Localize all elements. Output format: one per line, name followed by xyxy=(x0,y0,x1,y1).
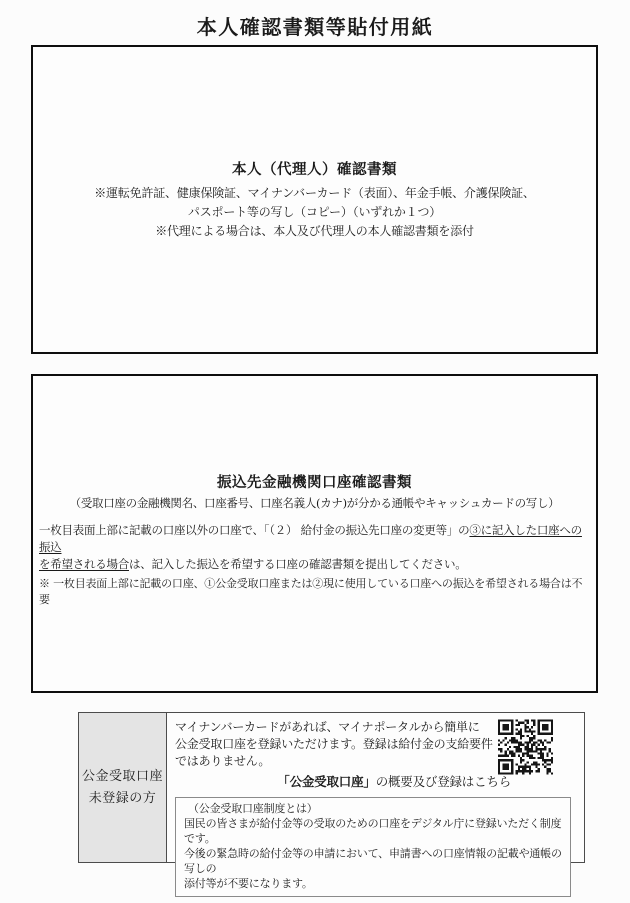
identity-box-heading: 本人（代理人）確認書類 xyxy=(232,161,397,178)
identity-box-notes xyxy=(94,184,534,241)
underlined-text: ③に記入した口座への振込 xyxy=(39,522,582,554)
row-label-line: 公金受取口座 xyxy=(81,768,163,784)
bank-instruction-line2: を希望される場合は、記入した振込を希望する口座の確認書類を提出してください。 xyxy=(39,556,467,571)
page-title: 本人確認書類等貼付用紙 xyxy=(196,15,434,39)
registration-link-line: 「公金受取口座」の概要及び登録はこちら xyxy=(277,774,511,789)
row-label-line: 未登録の方 xyxy=(88,790,157,806)
registration-info-cell xyxy=(167,713,584,890)
bank-box-note: ※ 一枚目表面上部に記載の口座、①公金受取口座または②現に使用している口座への振込を希望される場合は不要 xyxy=(39,576,583,606)
bank-box-heading: 振込先金融機関口座確認書類 xyxy=(217,473,412,491)
bank-box-subheading: （受取口座の金融機関名、口座番号、口座名義人(カナ)が分かる通帳やキャッシュカードの写し） xyxy=(69,495,560,510)
registration-info-line: マイナンバーカードがあれば、マイナポータルから簡単に xyxy=(175,720,480,734)
registration-info-line: 公金受取口座を登録いただけます。登録は給付金の支給要件 xyxy=(175,737,493,751)
identity-note-line: パスポート等の写し（コピー）（いずれか１つ） xyxy=(187,205,442,219)
qr-code-icon xyxy=(498,719,553,775)
underlined-text: を希望される場合 xyxy=(39,556,129,571)
public-funds-account-table xyxy=(78,712,585,890)
identity-note-line: ※代理による場合は、本人及び代理人の本人確認書類を添付 xyxy=(155,224,474,238)
about-system-box xyxy=(175,797,571,897)
registration-info-line: ではありません。 xyxy=(175,754,271,768)
bank-account-documents-paste-box xyxy=(31,374,598,693)
identity-note-line: ※運転免許証、健康保険証、マイナンバーカード（表面）、年金手帳、介護保険証、 xyxy=(94,186,535,200)
about-box-title: （公金受取口座制度とは） xyxy=(188,802,318,815)
about-box-line: 国民の皆さまが給付金等の受取のための口座をデジタル庁に登録いただく制度です。 xyxy=(184,817,562,845)
row-label-unregistered xyxy=(79,713,167,862)
registration-info-text xyxy=(175,719,511,770)
bank-instruction-line1: 一枚目表面上部に記載の口座以外の口座で、「（２） 給付金の振込先口座の変更等」の③に記入した口座への振込 xyxy=(39,522,582,554)
about-box-line: 添付等が不要になります。 xyxy=(184,877,313,890)
identity-documents-paste-box xyxy=(31,45,598,354)
bank-box-instruction xyxy=(33,522,596,573)
about-box-line: 今後の緊急時の給付金等の申請において、申請書への口座情報の記載や通帳の写しの xyxy=(184,847,562,875)
